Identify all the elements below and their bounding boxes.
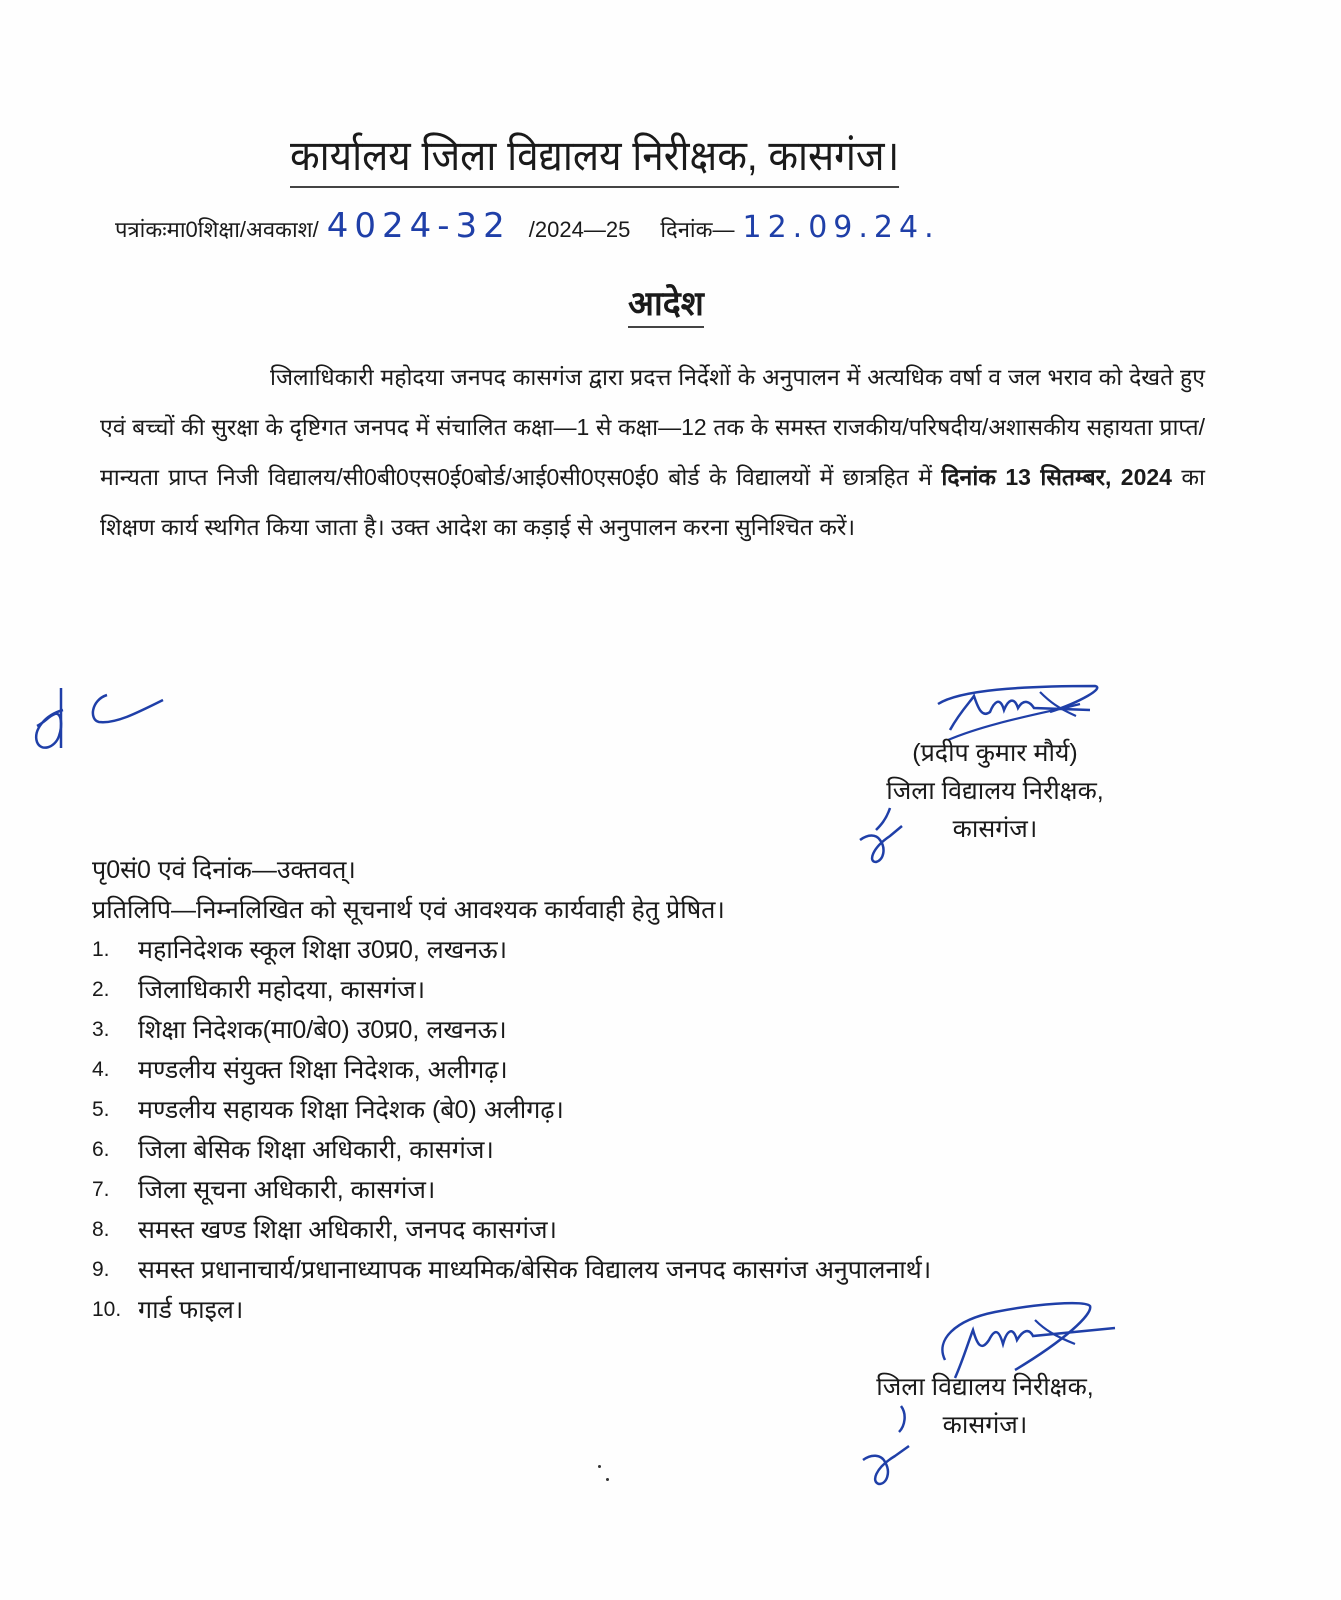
copy-intro: प्रतिलिपि—निम्नलिखित को सूचनार्थ एवं आवश्यक कार्यवाही हेतु प्रेषित। — [92, 896, 725, 924]
ref-year: /2024—25 — [528, 217, 631, 242]
officer-designation: जिला विद्यालय निरीक्षक, — [886, 777, 1104, 805]
list-item: 5. मण्डलीय सहायक शिक्षा निदेशक (बे0) अलीगढ़। — [92, 1096, 564, 1124]
copy-ref-line: पृ0सं0 एवं दिनांक—उक्तवत्। — [92, 856, 356, 884]
list-item: 4. मण्डलीय संयुक्त शिक्षा निदेशक, अलीगढ़। — [92, 1056, 508, 1084]
list-item: 10. गार्ड फाइल। — [92, 1296, 244, 1324]
ref-prefix: पत्रांकःमा0शिक्षा/अवकाश/ — [115, 217, 319, 242]
list-item: 3. शिक्षा निदेशक(मा0/बे0) उ0प्र0, लखनऊ। — [92, 1016, 507, 1044]
body-bold-date: दिनांक 13 सितम्बर, 2024 — [941, 464, 1172, 490]
reference-line — [115, 206, 940, 250]
date-handwritten: 12.09.24. — [742, 210, 940, 245]
list-item: 9. समस्त प्रधानाचार्य/प्रधानाध्यापक माध्यमिक/बेसिक विद्यालय जनपद कासगंज अनुपालनार्थ। — [92, 1256, 932, 1284]
office-title: कार्यालय जिला विद्यालय निरीक्षक, कासगंज। — [290, 128, 899, 188]
signature-2-designation: जिला विद्यालय निरीक्षक, — [876, 1373, 1094, 1401]
list-item: 7. जिला सूचना अधिकारी, कासगंज। — [92, 1176, 436, 1204]
recipient-list — [92, 930, 931, 1330]
body-part-1: जिलाधिकारी महोदया जनपद कासगंज द्वारा प्रदत्त निर्देशों के अनुपालन में अत्यधिक वर्षा व जल भराव को देखते हुए एवं बच्चों की सुरक्षा के दृष्टिगत जनपद में संचालित कक्षा—1 से कक्षा—12 तक के समस्त राजकीय/परिषदीय/अशासकीय सहायता प्राप्त/मान्यता प्राप्त निजी विद्यालय/सी0बी0एस0ई0बोर्ड/आई0सी0एस0ई0 बोर्ड के विद्यालयों में छात्रहित में — [100, 364, 1205, 490]
speck — [598, 1465, 601, 1468]
officer-place: कासगंज। — [952, 815, 1038, 843]
officer-name: (प्रदीप कुमार मौर्य) — [912, 739, 1078, 767]
list-item: 6. जिला बेसिक शिक्षा अधिकारी, कासगंज। — [92, 1136, 494, 1164]
order-body — [100, 352, 1205, 552]
initials-mark-2 — [855, 1400, 925, 1490]
initials-signature — [15, 680, 175, 760]
list-item: 1. महानिदेशक स्कूल शिक्षा उ0प्र0, लखनऊ। — [92, 936, 508, 964]
list-item: 2. जिलाधिकारी महोदया, कासगंज। — [92, 976, 426, 1004]
date-label: दिनांक— — [660, 217, 735, 242]
body-part-2: का शिक्षण कार्य स्थगित किया जाता है। उक्त आदेश का कड़ाई से अनुपालन करना सुनिश्चित करें। — [100, 464, 1206, 540]
ref-number-handwritten: 4024-32 — [326, 206, 511, 246]
list-item: 8. समस्त खण्ड शिक्षा अधिकारी, जनपद कासगंज। — [92, 1216, 557, 1244]
speck — [606, 1478, 609, 1481]
order-heading: आदेश — [628, 282, 704, 328]
copy-section — [92, 850, 931, 1330]
signature-2-place: कासगंज। — [942, 1411, 1028, 1439]
